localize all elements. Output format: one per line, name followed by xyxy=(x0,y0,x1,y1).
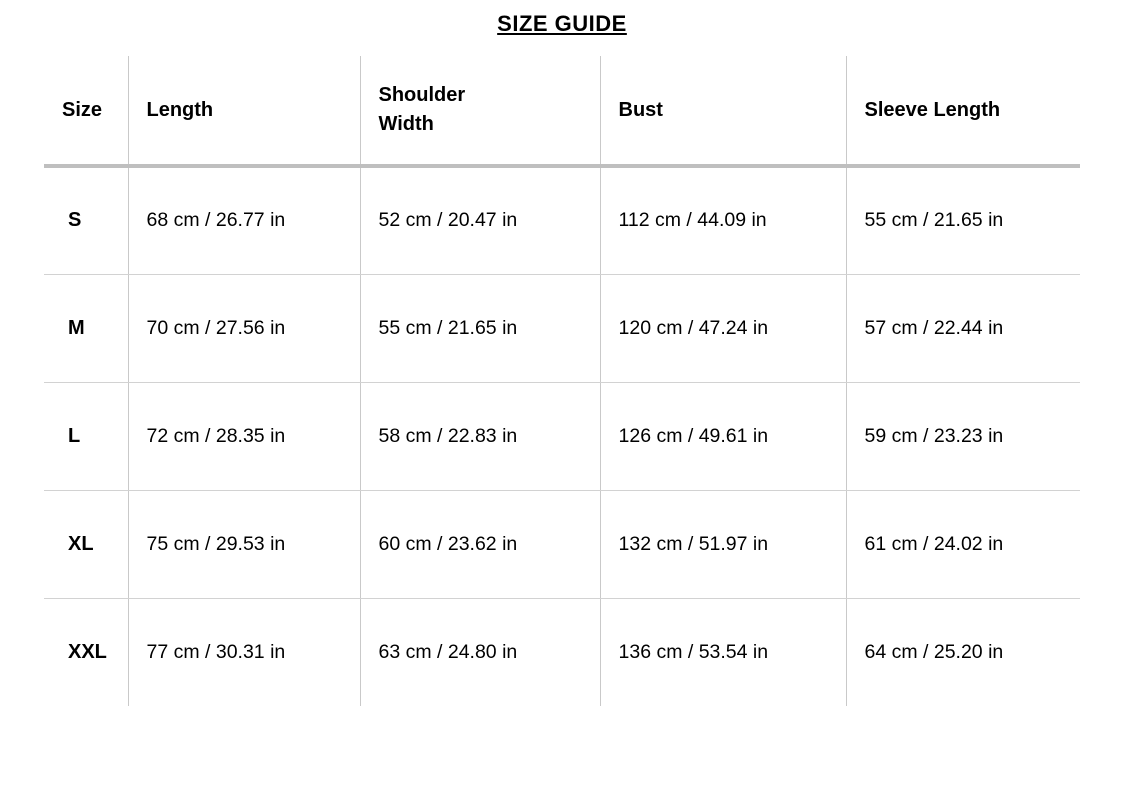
table-header-row xyxy=(44,56,1080,166)
cell-size: L xyxy=(44,382,128,490)
cell-size: XXL xyxy=(44,598,128,706)
column-header-shoulder-line1: Shoulder xyxy=(378,84,466,106)
cell-length: 72 cm / 28.35 in xyxy=(128,382,360,490)
cell-length: 70 cm / 27.56 in xyxy=(128,274,360,382)
column-header-size: Size xyxy=(44,56,128,166)
cell-sleeve-length: 61 cm / 24.02 in xyxy=(846,490,1080,598)
cell-sleeve-length: 57 cm / 22.44 in xyxy=(846,274,1080,382)
cell-size: M xyxy=(44,274,128,382)
cell-length: 77 cm / 30.31 in xyxy=(128,598,360,706)
column-header-shoulder-line2: Width xyxy=(378,113,434,135)
size-guide-table-container xyxy=(0,56,1124,706)
table-header xyxy=(44,56,1080,166)
column-header-length: Length xyxy=(128,56,360,166)
cell-shoulder-width: 55 cm / 21.65 in xyxy=(360,274,600,382)
table-body xyxy=(44,166,1080,706)
column-header-bust: Bust xyxy=(600,56,846,166)
cell-bust: 126 cm / 49.61 in xyxy=(600,382,846,490)
size-guide-table xyxy=(44,56,1080,706)
table-row xyxy=(44,166,1080,274)
cell-length: 68 cm / 26.77 in xyxy=(128,166,360,274)
table-row xyxy=(44,274,1080,382)
cell-sleeve-length: 59 cm / 23.23 in xyxy=(846,382,1080,490)
cell-shoulder-width: 52 cm / 20.47 in xyxy=(360,166,600,274)
cell-bust: 112 cm / 44.09 in xyxy=(600,166,846,274)
page-title: SIZE GUIDE xyxy=(497,11,627,36)
column-header-sleeve-length: Sleeve Length xyxy=(846,56,1080,166)
cell-sleeve-length: 55 cm / 21.65 in xyxy=(846,166,1080,274)
cell-bust: 120 cm / 47.24 in xyxy=(600,274,846,382)
cell-shoulder-width: 60 cm / 23.62 in xyxy=(360,490,600,598)
cell-size: XL xyxy=(44,490,128,598)
size-guide-page xyxy=(0,10,1124,796)
table-row xyxy=(44,382,1080,490)
cell-bust: 136 cm / 53.54 in xyxy=(600,598,846,706)
cell-size: S xyxy=(44,166,128,274)
table-row xyxy=(44,490,1080,598)
table-row xyxy=(44,598,1080,706)
cell-shoulder-width: 58 cm / 22.83 in xyxy=(360,382,600,490)
cell-sleeve-length: 64 cm / 25.20 in xyxy=(864,640,1004,663)
cell-shoulder-width: 63 cm / 24.80 in xyxy=(360,598,600,706)
cell-length: 75 cm / 29.53 in xyxy=(128,490,360,598)
cell-bust: 132 cm / 51.97 in xyxy=(600,490,846,598)
column-header-shoulder-width xyxy=(360,56,600,166)
